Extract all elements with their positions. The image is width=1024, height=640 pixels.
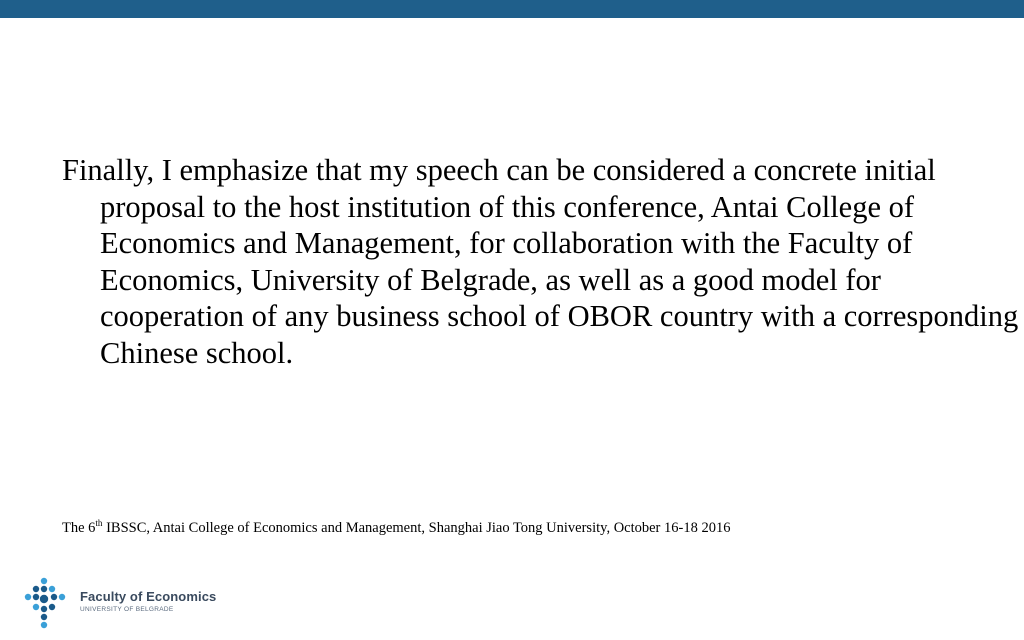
footer-prefix: The 6 — [62, 520, 96, 536]
footer-suffix: IBSSC, Antai College of Economics and Management, Shanghai Jiao Tong University, October 16-18 2016 — [102, 520, 731, 536]
slide-footer — [62, 513, 962, 538]
logo-title: Faculty of Economics — [80, 589, 217, 604]
top-accent-bar — [0, 0, 1024, 18]
faculty-logo — [22, 577, 242, 629]
dotted-cross-logo-icon — [22, 577, 78, 629]
logo-subtitle: UNIVERSITY OF BELGRADE — [80, 606, 174, 613]
slide-body-text: Finally, I emphasize that my speech can be considered a concrete initial proposal to the host institution of this conference, Antai College of Economics and Management, for collaboration with the Faculty of Economics, University of Belgrade, as well as a good model for cooperation of any business school of OBOR country with a corresponding Chinese school. — [62, 153, 1019, 370]
footer-superscript: th — [95, 518, 103, 528]
